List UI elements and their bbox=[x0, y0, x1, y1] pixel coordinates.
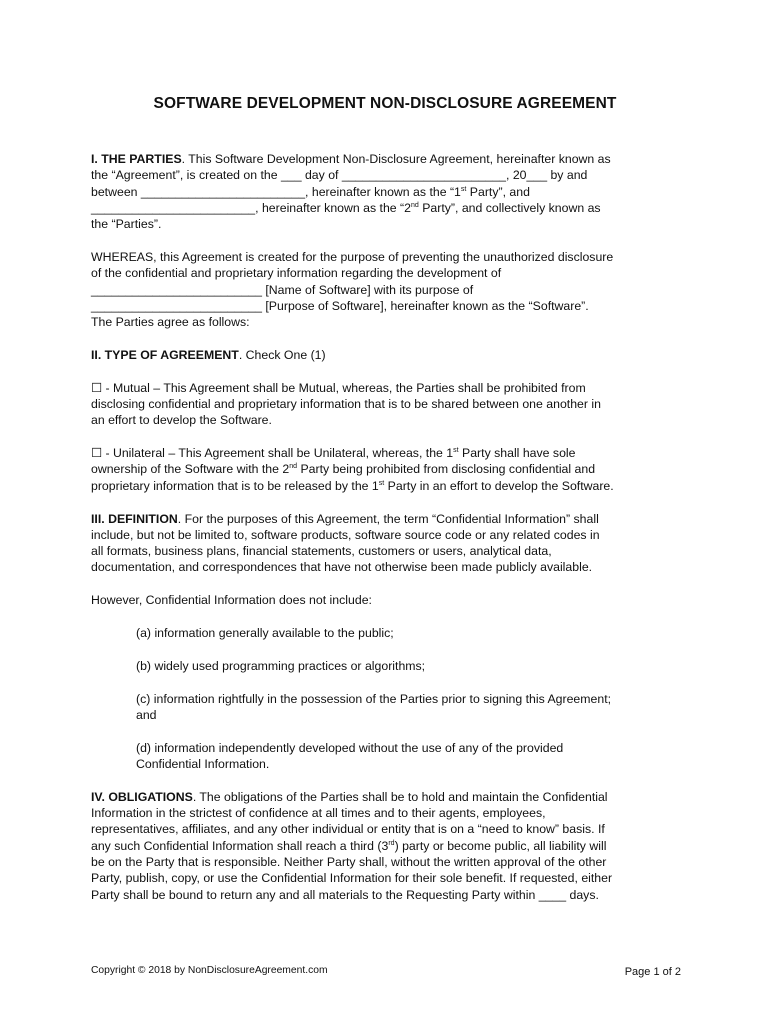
page-number: Page 1 of 2 bbox=[624, 966, 681, 978]
document-title: SOFTWARE DEVELOPMENT NON-DISCLOSURE AGREEMENT bbox=[153, 95, 617, 112]
section-heading: I. THE PARTIES bbox=[91, 152, 182, 166]
document-body bbox=[91, 151, 687, 919]
section-definition: III. DEFINITION. For the purposes of this Agreement, the term “Confidential Information” shall include, but not be limited to, software products, software source code or any related codes in all formats, business plans, financial statements, customers or users, analytical data, documentation, and correspondences that have not otherwise been made publicly available. bbox=[91, 511, 600, 575]
exclusion-item-c: (c) information rightfully in the possession of the Parties prior to signing this Agreement; and bbox=[136, 691, 612, 722]
option-mutual: ☐ - Mutual – This Agreement shall be Mutual, whereas, the Parties shall be prohibited from disclosing confidential and proprietary information that is to be shared between one another in an effort to develop the Software. bbox=[91, 380, 601, 428]
section-heading: IV. OBLIGATIONS bbox=[91, 789, 193, 804]
section-heading: III. DEFINITION bbox=[91, 511, 178, 526]
section-obligations: IV. OBLIGATIONS. The obligations of the Parties shall be to hold and maintain the Confidential Information in the strictest of confidence at all times and to their agents, employees, representatives, affiliates, and any other individual or entity that is on a “need to know” basis. If any such Confidential Information shall reach a third (3rd) party or become public, all liability will be on the Party that is responsible. Neither Party shall, without the written approval of the other Party, publish, copy, or use the Confidential Information for their sole benefit. If requested, either Party shall be bound to return any and all materials to the Requesting Party within ____ days. bbox=[91, 789, 613, 902]
exclusion-item-d: (d) information independently developed without the use of any of the provided Confidential Information. bbox=[136, 740, 564, 772]
exclusion-item-b: (b) widely used programming practices or algorithms; bbox=[136, 658, 426, 673]
exclusions-intro: However, Confidential Information does not include: bbox=[91, 593, 372, 608]
option-unilateral: ☐ - Unilateral – This Agreement shall be Unilateral, whereas, the 1st Party shall have sole ownership of the Software with the 2nd Party being prohibited from disclosing confidential and proprietary information that is to be released by the 1st Party in an effort to develop the Software. bbox=[91, 446, 614, 493]
section-type-of-agreement: II. TYPE OF AGREEMENT. Check One (1) bbox=[91, 347, 326, 362]
section-heading: II. TYPE OF AGREEMENT bbox=[91, 347, 239, 362]
whereas-clause: WHEREAS, this Agreement is created for the purpose of preventing the unauthorized disclosure of the confidential and proprietary information regarding the development of _________________________ [Name of Software] with its purpose of _________________________ [Purpose of Software], hereinafter known as the “Software”. The Parties agree as follows: bbox=[91, 249, 614, 330]
mutual-checkbox[interactable]: ☐ bbox=[91, 380, 103, 395]
unilateral-checkbox[interactable]: ☐ bbox=[91, 446, 103, 461]
section-parties: I. THE PARTIES. This Software Development Non-Disclosure Agreement, hereinafter known as the “Agreement”, is created on the ___ day of ________________________, 20___ by and between ________________________, hereinafter known as the “1st Party”, and ________________________, hereinafter known as the “2nd Party”, and collectively known as the “Parties”. bbox=[91, 152, 611, 232]
exclusion-item-a: (a) information generally available to the public; bbox=[136, 626, 394, 641]
copyright-notice: Copyright © 2018 by NonDisclosureAgreement.com bbox=[91, 965, 328, 976]
